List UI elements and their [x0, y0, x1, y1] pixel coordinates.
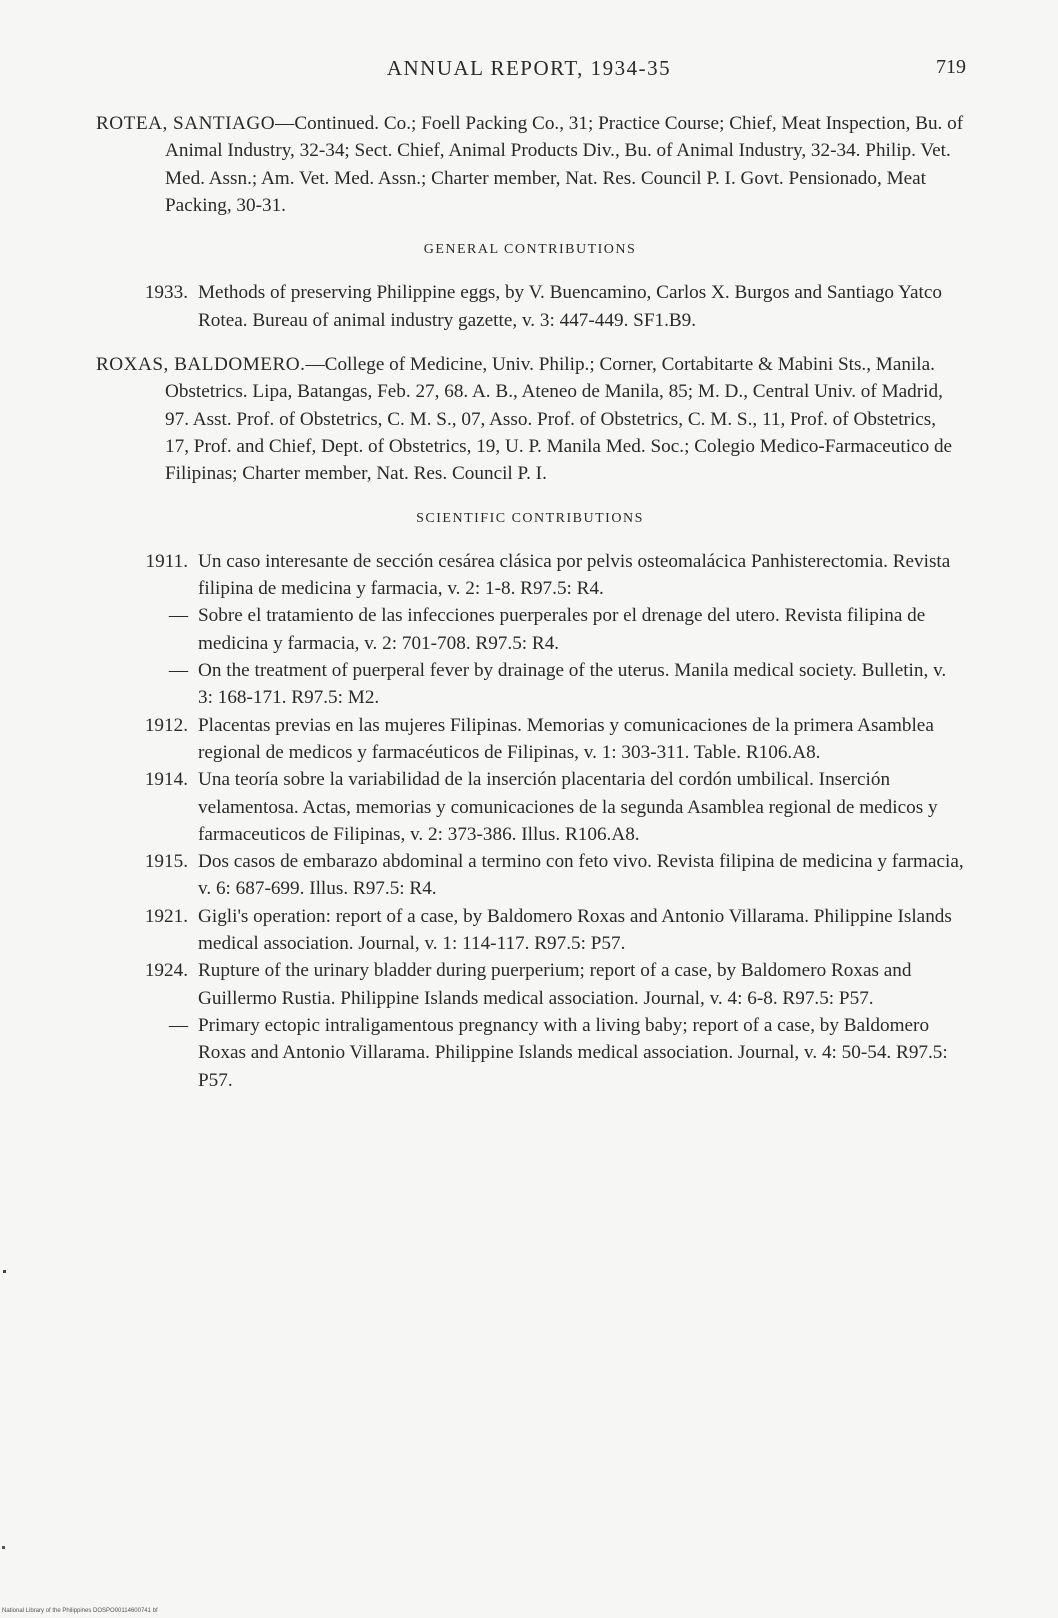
contribution-text: Primary ectopic intraligamentous pregnancy with a living baby; report of a case, by Baldomero Roxas and Antonio Villarama. Philippine Islands medical association. Journal, v. 4: 50-54. R97.5: P57.	[198, 1014, 948, 1091]
contribution-year: 1914.	[144, 769, 188, 791]
contribution-year: 1933.	[144, 282, 188, 304]
contribution-year: 1911.	[145, 550, 188, 572]
biography-entry-roxas	[96, 351, 964, 1094]
page-number: 719	[936, 56, 966, 78]
contribution-item	[96, 712, 964, 767]
entry-bio	[96, 351, 964, 487]
contribution-item	[96, 602, 964, 657]
section-title-scientific: SCIENTIFIC CONTRIBUTIONS	[416, 510, 644, 526]
contribution-item	[96, 548, 964, 603]
biography-entry-rotea	[96, 110, 964, 334]
scan-footer-tag: National Library of the Philippines DOSPO00114600741 bf	[2, 1608, 158, 1614]
entry-bio	[96, 110, 964, 219]
entry-bio-text: Co.; Foell Packing Co., 31; Practice Course; Chief, Meat Inspection, Bu. of Animal Industry, 32-34; Sect. Chief, Animal Products Div., Bu. of Animal Industry, 32-34. Philip. Vet. Med. Assn.; Am. Vet. Med. Assn.; Charter member, Nat. Res. Council P. I. Govt. Pensionado, Meat Packing, 30-31.	[165, 113, 964, 216]
page-content	[96, 110, 964, 1094]
contribution-item	[96, 657, 964, 712]
contribution-year: —	[168, 660, 188, 682]
contribution-text: Una teoría sobre la variabilidad de la inserción placentaria del cordón umbilical. Inserción velamentosa. Actas, memorias y comunicaciones de la segunda Asamblea regional de medicos y farmaceuticos de Filipinas, v. 2: 373-386. Illus. R106.A8.	[198, 769, 938, 845]
contribution-item	[96, 903, 964, 958]
contribution-year: —	[168, 1014, 188, 1036]
contribution-year: 1924.	[144, 960, 188, 982]
contribution-year: —	[168, 605, 188, 627]
contribution-item	[96, 848, 964, 903]
contribution-text: On the treatment of puerperal fever by drainage of the uterus. Manila medical society. Bulletin, v. 3: 168-171. R97.5: M2.	[198, 660, 947, 709]
scan-mark	[2, 1546, 5, 1549]
contribution-item	[96, 957, 964, 1012]
scan-mark	[3, 1270, 6, 1273]
contribution-text: Un caso interesante de sección cesárea clásica por pelvis osteomalácica Panhisterectomia. Revista filipina de medicina y farmacia, v. 2: 1-8. R97.5: R4.	[198, 550, 951, 600]
contribution-text: Gigli's operation: report of a case, by Baldomero Roxas and Antonio Villarama. Philippine Islands medical association. Journal, v. 1: 114-117. R97.5: P57.	[198, 905, 952, 955]
contribution-text: Methods of preserving Philippine eggs, by V. Buencamino, Carlos X. Burgos and Santiago Yatco Rotea. Bureau of animal industry gazette, v. 3: 447-449. SF1.B9.	[198, 282, 942, 331]
contribution-text: Dos casos de embarazo abdominal a termino con feto vivo. Revista filipina de medicina y farmacia, v. 6: 687-699. Illus. R97.5: R4.	[198, 851, 964, 900]
entry-continued: —Continued.	[275, 113, 380, 134]
contribution-year: 1921.	[144, 905, 188, 927]
page-header	[0, 54, 1058, 86]
contribution-text: Rupture of the urinary bladder during puerperium; report of a case, by Baldomero Roxas and Guillermo Rustia. Philippine Islands medical association. Journal, v. 4: 6-8. R97.5: P57.	[198, 960, 912, 1009]
entry-name: ROTEA, SANTIAGO	[96, 113, 276, 134]
contribution-item	[96, 279, 964, 334]
contribution-year: 1915.	[144, 851, 188, 873]
running-head: ANNUAL REPORT, 1934-35	[386, 56, 672, 80]
contribution-item	[96, 766, 964, 848]
contribution-text: Sobre el tratamiento de las infecciones puerperales por el drenage del utero. Revista filipina de medicina y farmacia, v. 2: 701-708. R97.5: R4.	[198, 605, 926, 654]
contribution-item	[96, 1012, 964, 1094]
entry-bio-text: —College of Medicine, Univ. Philip.; Corner, Cortabitarte & Mabini Sts., Manila. Obstetrics. Lipa, Batangas, Feb. 27, 68. A. B., Ateneo de Manila, 85; M. D., Central Univ. of Madrid, 97. Asst. Prof. of Obstetrics, C. M. S., 07, Asso. Prof. of Obstetrics, C. M. S., 11, Prof. of Obstetrics, 17, Prof. and Chief, Dept. of Obstetrics, 19, U. P. Manila Med. Soc.; Colegio Medico-Farmaceutico de Filipinas; Charter member, Nat. Res. Council P. I.	[165, 354, 953, 485]
contribution-text: Placentas previas en las mujeres Filipinas. Memorias y comunicaciones de la primera Asamblea regional de medicos y farmacéuticos de Filipinas, v. 1: 303-311. Table. R106.A8.	[198, 714, 934, 763]
section-title-general: GENERAL CONTRIBUTIONS	[423, 242, 637, 258]
entry-name: ROXAS, BALDOMERO.	[96, 354, 306, 376]
contribution-year: 1912.	[144, 714, 188, 736]
